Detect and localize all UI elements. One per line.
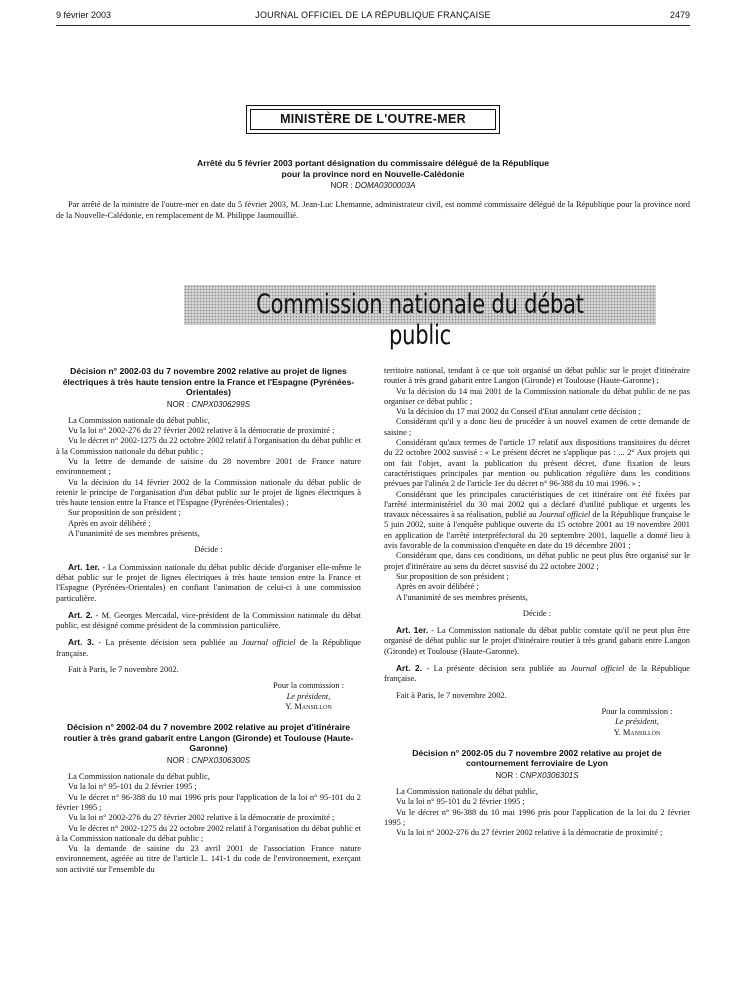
arrete-nor	[56, 181, 690, 191]
arrete-nor-code: DOMA0300003A	[354, 181, 416, 190]
arrete-section	[56, 158, 690, 221]
article-1	[56, 562, 361, 604]
paragraph: La Commission nationale du débat public,	[68, 772, 210, 782]
article-text: - M. Georges Mercadal, vice-président de la Commission nationale du débat public, est désigné comme président de la commission particulière.	[56, 610, 361, 631]
paragraph: Vu la loi n° 2002-276 du 27 février 2002 relative à la démocratie de proximité ;	[396, 828, 663, 838]
paragraph: Vu la loi n° 95-101 du 2 février 1995 ;	[68, 782, 197, 792]
arrete-title-line1: Arrêté du 5 février 2003 portant désignation du commissaire délégué de la République	[197, 158, 549, 168]
header-rule	[56, 25, 690, 26]
paragraph	[384, 490, 690, 552]
ministry-box	[246, 105, 500, 134]
paragraph: Après en avoir délibéré ;	[68, 518, 151, 528]
header-journal: JOURNAL OFFICIEL DE LA RÉPUBLIQUE FRANÇAISE	[255, 10, 491, 20]
paragraph: Vu la loi n° 2002-276 du 27 février 2002 relative à la démocratie de proximité ;	[68, 813, 335, 823]
signature-block	[56, 681, 361, 712]
paragraph: territoire national, tendant à ce que soit organisé un débat public sur le projet d'itinéraire routier à très grand gabarit entre Langon (Gironde) et Toulouse (Haute-Garonne) ;	[384, 366, 690, 386]
paragraph: A l'unanimité de ses membres présents,	[396, 592, 528, 602]
left-column	[56, 366, 361, 875]
paragraph: Considérant qu'aux termes de l'article 17 relatif aux dispositions transitoires du décret du 22 octobre 2002 susvisé : « Le présent décret ne s'applique pas : ... 2° Aux projets qui ont fait l'objet, avant la publication du présent décret, d'une fixation de leurs caractéristiques principales par mention ou publication régulière dans les conditions prévues par l'alinéa 2 de l'article 1er du décret n° 96-388 du 10 mai 1996. » ;	[384, 438, 690, 489]
running-header	[56, 10, 690, 24]
paragraph: Vu la loi n° 2002-276 du 27 février 2002 relative à la démocratie de proximité ;	[68, 426, 335, 436]
right-column	[384, 366, 690, 839]
arrete-nor-label: NOR :	[330, 181, 353, 190]
commission-banner	[184, 285, 656, 351]
article-2	[56, 610, 361, 632]
ministry-heading: MINISTÈRE DE L'OUTRE-MER	[250, 109, 496, 130]
paragraph: Vu le décret n° 2002-1275 du 22 octobre 2002 relatif à l'organisation du débat public et à la Commission nationale du débat public ;	[56, 823, 361, 843]
header-page-number: 2479	[669, 10, 690, 20]
decide-heading: Décide :	[522, 608, 552, 618]
article-text: - La présente décision sera publiée au	[93, 638, 242, 648]
signature-name: Y. Mansillon	[285, 701, 332, 711]
article-text: de la République française.	[384, 664, 690, 684]
paragraph: Vu la demande de saisine du 23 avril 2001 de l'association France nature environnement, agréée au titre de l'article L. 141-1 du code de l'environnement, exerçant son activité sur l'ensemble du	[56, 844, 361, 874]
decide-heading: Décide :	[194, 545, 223, 555]
article-text: - La Commission nationale du débat public décide d'organiser elle-même le débat public sur le projet de lignes électriques à très haute tension entre la France et l'Espagne (Pyrénées-Orientales) en confiant l'animation de celui-ci à une commission particulière.	[56, 562, 361, 603]
article-label: Art. 1er.	[68, 561, 100, 572]
nor-label: NOR :	[166, 755, 190, 765]
arrete-title-line2: pour la province nord en Nouvelle-Calédonie	[281, 168, 465, 179]
paragraph: Sur proposition de son président ;	[396, 571, 509, 581]
signature-line: Pour la commission :	[273, 681, 344, 691]
paragraph: Après en avoir délibéré ;	[396, 582, 479, 592]
paragraph: Vu la loi n° 95-101 du 2 février 1995 ;	[396, 797, 525, 807]
paragraph: A l'unanimité de ses membres présents,	[68, 529, 200, 539]
paragraph: Considérant qu'il y a donc lieu de procéder à un nouvel examen de cette demande de saisine ;	[384, 417, 690, 437]
nor-label: NOR :	[166, 399, 190, 409]
decision-2002-03-title: Décision n° 2002-03 du 7 novembre 2002 relative au projet de lignes électriques à très haute tension entre la France et l'Espagne (Pyrénées-Orientales)	[62, 366, 355, 397]
article-2	[384, 663, 690, 685]
decision-2002-04-nor	[56, 756, 361, 766]
decision-2002-03-nor	[56, 400, 361, 410]
article-label: Art. 1er.	[396, 625, 429, 636]
paragraph: Vu la lettre de demande de saisine du 28 novembre 2001 de France nature environnement ;	[56, 456, 361, 477]
decision-2002-05-title: Décision n° 2002-05 du 7 novembre 2002 relative au projet de contournement ferroviaire de Lyon	[412, 747, 662, 769]
journal-officiel-ref: Journal officiel	[538, 510, 591, 520]
article-text: de la République française.	[56, 638, 361, 658]
nor-code: CNPX0306299S	[191, 399, 251, 409]
decision-2002-04-title: Décision n° 2002-04 du 7 novembre 2002 relative au projet d'itinéraire routier à très grand gabarit entre Langon (Gironde) et Toulouse (Haute-Garonne)	[63, 722, 354, 754]
nor-label: NOR :	[495, 770, 518, 780]
nor-code: CNPX0306300S	[191, 755, 251, 765]
paragraph: Vu la décision du 14 mai 2001 de la Commission nationale du débat public de ne pas organiser ce débat public ;	[384, 386, 690, 406]
decision-2002-05-nor	[384, 771, 690, 781]
article-label: Art. 2.	[68, 609, 93, 620]
paragraph: Considérant que, dans ces conditions, un débat public ne peut plus être organisé sur le projet d'itinéraire au sens du décret susvisé du 22 octobre 2002 ;	[384, 551, 690, 571]
arrete-body: Par arrêté de la ministre de l'outre-mer en date du 5 février 2003, M. Jean-Luc Lhemanne, administrateur civil, est nommé commissaire délégué de la République pour la province nord de la Nouvelle-Calédonie, en remplacement de M. Philippe Jaumouillié.	[56, 200, 690, 220]
paragraph: La Commission nationale du débat public,	[68, 415, 210, 425]
paragraph: Vu le décret n° 2002-1275 du 22 octobre 2002 relatif à l'organisation du débat public et à la Commission nationale du débat public ;	[56, 436, 361, 456]
commission-banner-title: Commission nationale du débat public	[256, 289, 584, 351]
signature-role: Le président,	[286, 691, 331, 701]
paragraph-text: Considérant que les principales caractéristiques de cet itinéraire ont été fixées par l'arrêté interministériel du 30 mai 2002 qui a déclaré d'utilité publique et urgents les travaux nécessaires à sa réalisation, publié au	[384, 489, 690, 520]
journal-officiel-ref: Journal officiel	[241, 638, 296, 648]
signature-name: Y. Mansillon	[613, 727, 661, 737]
paragraph: Sur proposition de son président ;	[68, 508, 181, 518]
article-1	[384, 625, 690, 657]
paragraph: La Commission nationale du débat public,	[396, 787, 538, 797]
article-text: - La Commission nationale du débat public constate qu'il ne peut plus être organisé de débat public sur le projet d'itinéraire routier à très grand gabarit entre Langon (Gironde) et Toulouse (Haute-Garonne).	[384, 626, 690, 656]
signature-block	[384, 707, 690, 738]
signature-role: Le président,	[615, 717, 659, 727]
nor-code: CNPX0306301S	[519, 770, 579, 780]
header-date: 9 février 2003	[56, 10, 112, 20]
paragraph: Vu le décret n° 96-388 du 10 mai 1996 pris pour l'application de la loi du 2 février 1995 ;	[384, 807, 690, 827]
article-label: Art. 3.	[68, 637, 94, 648]
signature-line: Pour la commission :	[601, 706, 673, 716]
paragraph: Vu la décision du 14 février 2002 de la Commission nationale du débat public de retenir le principe de l'organisation d'un débat public sur le projet de lignes électriques à très haute tension entre la France et l'Espagne (Pyrénées-Orientales) ;	[56, 477, 361, 508]
fait-a-paris: Fait à Paris, le 7 novembre 2002.	[68, 665, 179, 675]
article-text: - La présente décision sera publiée au	[422, 664, 571, 674]
paragraph: Vu la décision du 17 mai 2002 du Conseil d'Etat annulant cette décision ;	[396, 407, 641, 417]
article-label: Art. 2.	[396, 663, 423, 674]
article-3	[56, 637, 361, 659]
paragraph: Vu le décret n° 96-388 du 10 mai 1996 pris pour l'application de la loi n° 95-101 du 2 février 1995 ;	[56, 792, 361, 812]
fait-a-paris: Fait à Paris, le 7 novembre 2002.	[396, 690, 507, 700]
paragraph-text: de la République française le 5 juin 2002, suite à l'enquête publique ouverte du 15 octobre 2001 au 19 novembre 2001 en application de l'arrêté interpréfectoral du 20 septembre 2001, laquelle a donné lieu à avis favorable de la commission d'enquête en date du 19 décembre 2001 ;	[384, 510, 690, 551]
journal-officiel-ref: Journal officiel	[570, 664, 625, 674]
